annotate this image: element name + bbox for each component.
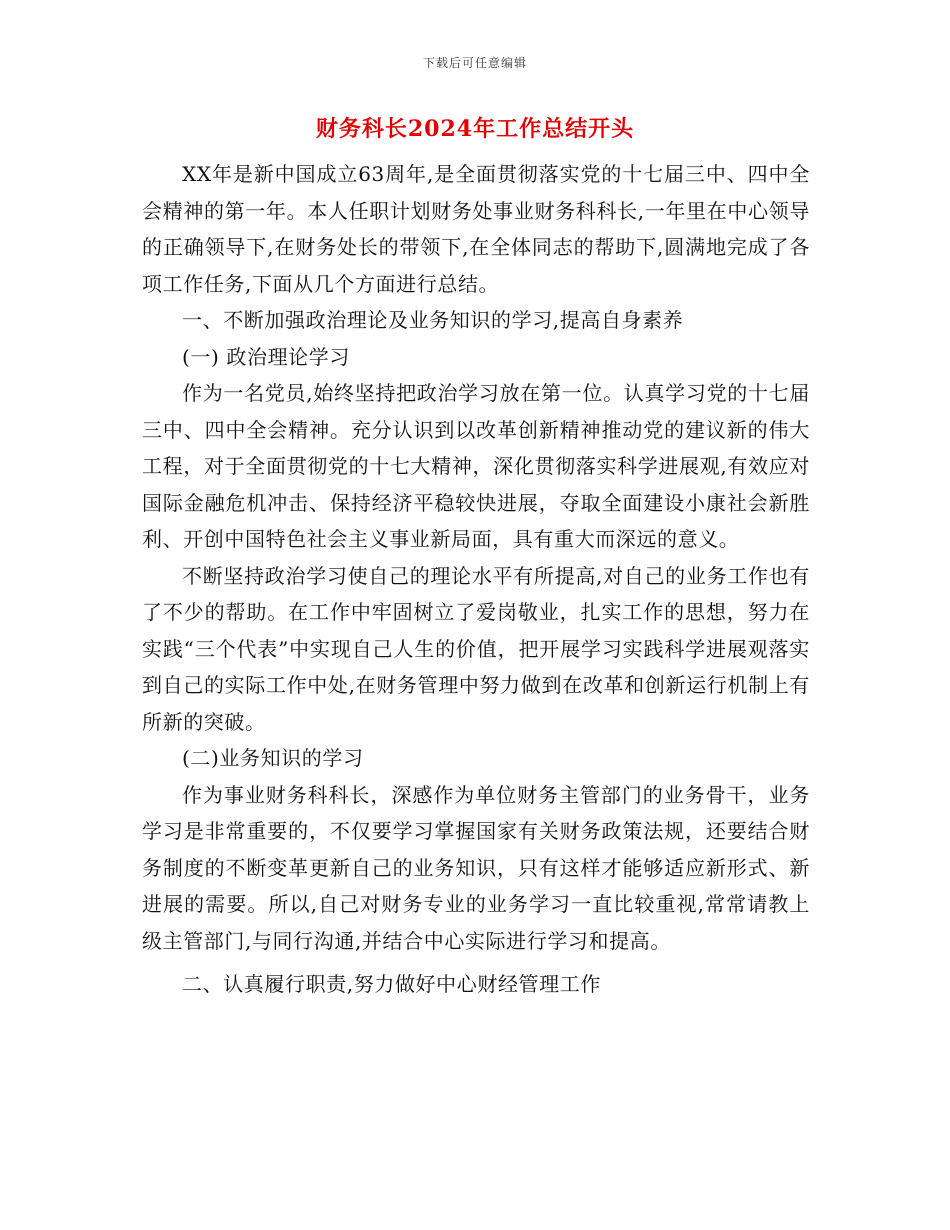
paragraph-political-study: 作为一名党员,始终坚持把政治学习放在第一位。认真学习党的十七届三中、四中全会精神。充分认识到以改革创新精神推动党的建议新的伟大工程，对于全面贯彻党的十七大精神，深化贯彻落实科学进展观,有效应对国际金融危机冲击、保持经济平稳较快进展，夺取全面建设小康社会新胜利、开创中国特色社会主义事业新局面，具有重大而深远的意义。 [142,381,810,551]
document-body [142,156,810,1003]
paragraph-intro: XX年是新中国成立63周年,是全面贯彻落实党的十七届三中、四中全会精神的第一年。本人任职计划财务处事业财务科科长,一年里在中心领导的正确领导下,在财务处长的带领下,在全体同志的帮助下,圆满地完成了各项工作任务,下面从几个方面进行总结。 [142,162,810,296]
paragraph-study-benefits: 不断坚持政治学习使自己的理论水平有所提高,对自己的业务工作也有了不少的帮助。在工作中牢固树立了爱岗敬业，扎实工作的思想，努力在实践“三个代表”中实现自己人生的价值，把开展学习实践科学进展观落实到自己的实际工作中处,在财务管理中努力做到在改革和创新运行机制上有所新的突破。 [142,563,810,734]
document-title: 财务科长2024年工作总结开头 [315,116,635,142]
section-heading-2: 二、认真履行职责,努力做好中心财经管理工作 [182,972,601,996]
subsection-heading-1: (一) 政治理论学习 [182,344,350,369]
paragraph-business-study: 作为事业财务科科长，深感作为单位财务主管部门的业务骨干，业务学习是非常重要的，不仅要学习掌握国家有关财务政策法规，还要结合财务制度的不断变革更新自己的业务知识，只有这样才能够适应新形式、新进展的需要。所以,自己对财务专业的业务学习一直比较重视,常常请教上级主管部门,与同行沟通,并结合中心实际进行学习和提高。 [142,782,810,953]
section-heading-1: 一、不断加强政治理论及业务知识的学习,提高自身素养 [182,308,684,332]
subsection-heading-2: (二)业务知识的学习 [182,746,364,770]
header-note: 下载后可任意编辑 [422,56,527,70]
